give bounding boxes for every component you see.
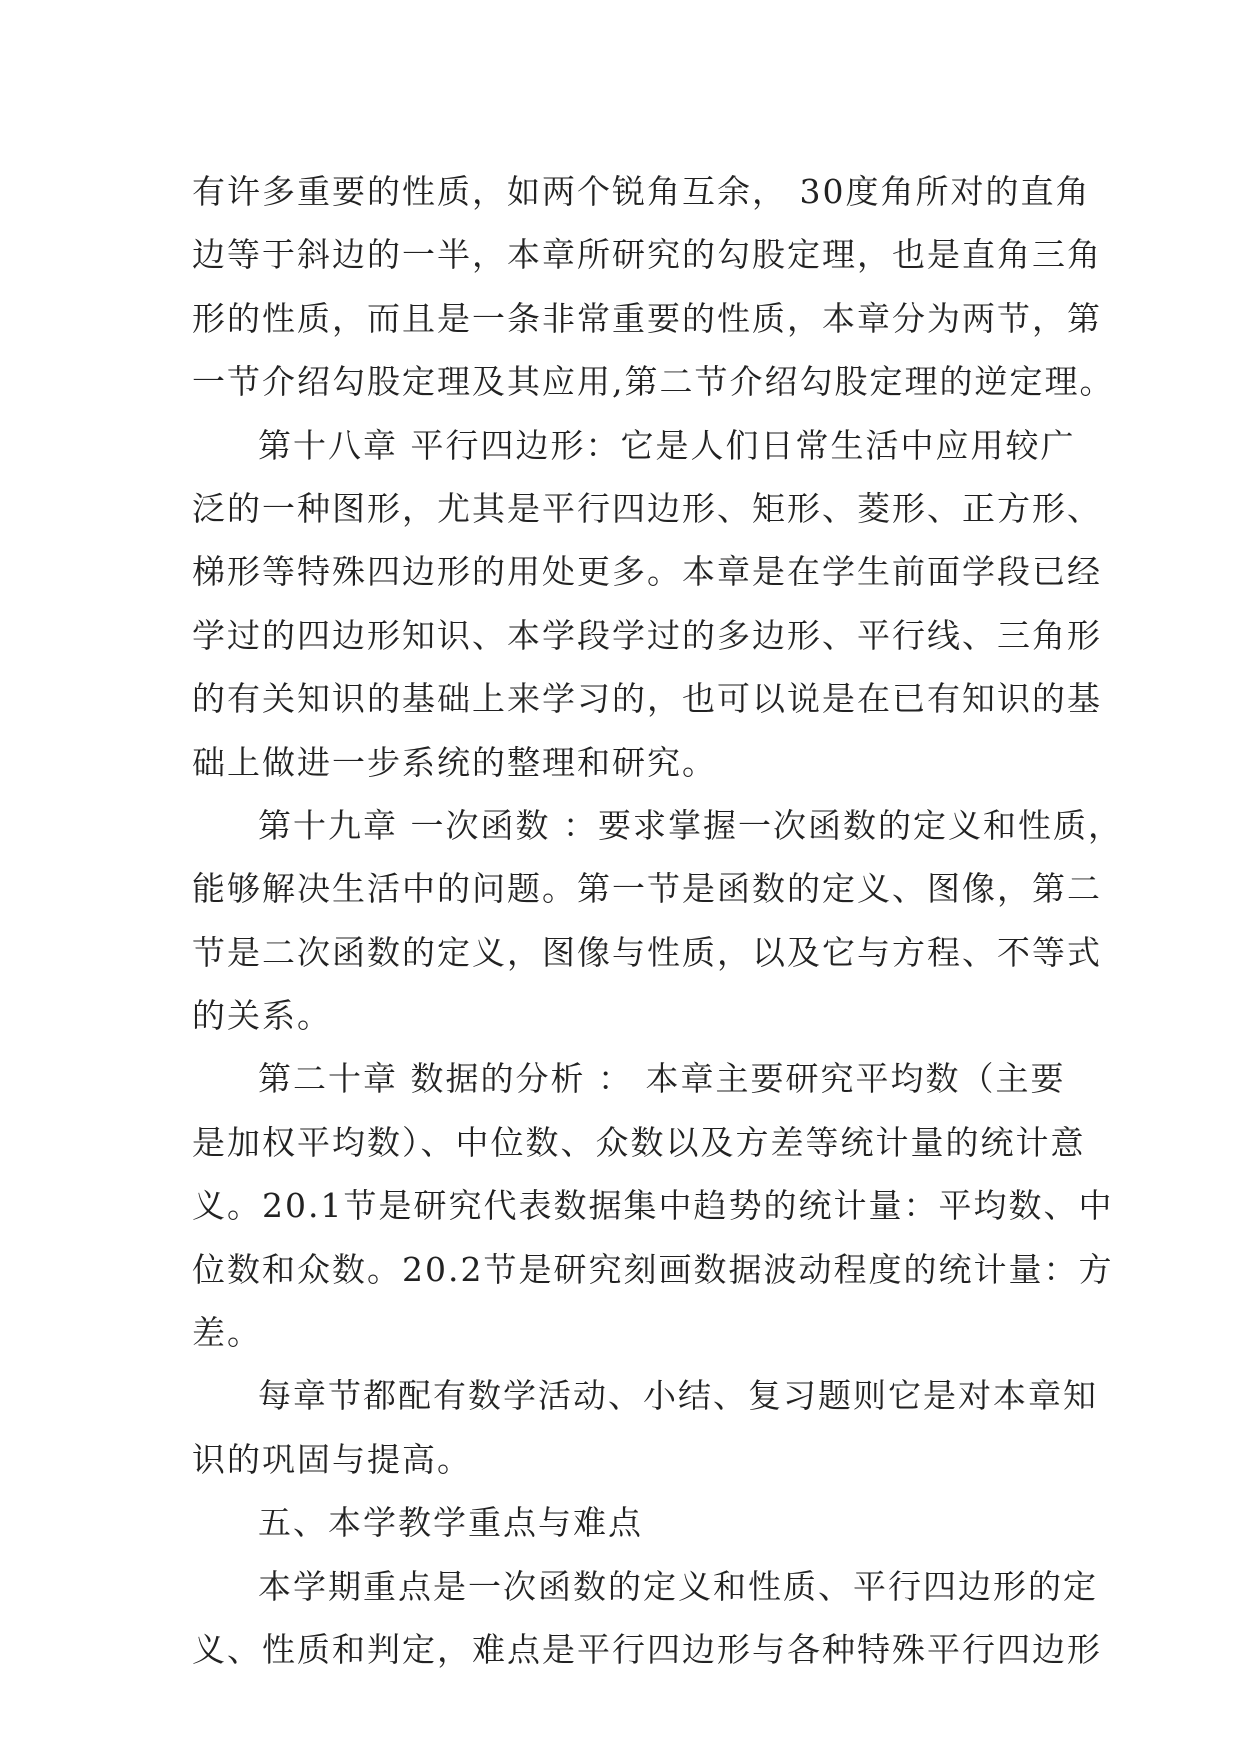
text-line: 能够解决生活中的问题。第一节是函数的定义、图像，第二 — [192, 869, 1102, 909]
text-line: 差。 — [192, 1313, 262, 1353]
text-line: 义。20.1节是研究代表数据集中趋势的统计量：平均数、中 — [192, 1186, 1114, 1226]
text-line: 形的性质，而且是一条非常重要的性质，本章分为两节，第 — [192, 298, 1102, 338]
text-line: 第十九章 一次函数 ：要求掌握一次函数的定义和性质， — [258, 805, 1123, 845]
text-line: 学过的四边形知识、本学段学过的多边形、平行线、三角形 — [192, 615, 1102, 655]
text-line: 的关系。 — [192, 996, 332, 1036]
text-line: 义、性质和判定，难点是平行四边形与各种特殊平行四边形 — [192, 1629, 1102, 1669]
text-line: 边等于斜边的一半，本章所研究的勾股定理，也是直角三角 — [192, 235, 1102, 275]
text-line: 的有关知识的基础上来学习的，也可以说是在已有知识的基 — [192, 679, 1102, 719]
text-line: 第二十章 数据的分析 ： 本章主要研究平均数（主要 — [258, 1059, 1066, 1099]
text-line: 五、本学教学重点与难点 — [258, 1503, 643, 1543]
text-line: 是加权平均数）、中位数、众数以及方差等统计量的统计意 — [192, 1122, 1086, 1162]
text-line: 识的巩固与提高。 — [192, 1439, 472, 1479]
text-line: 第十八章 平行四边形：它是人们日常生活中应用较广 — [258, 425, 1076, 465]
text-line: 节是二次函数的定义，图像与性质，以及它与方程、不等式 — [192, 932, 1102, 972]
text-line: 梯形等特殊四边形的用处更多。本章是在学生前面学段已经 — [192, 552, 1102, 592]
text-line: 一节介绍勾股定理及其应用,第二节介绍勾股定理的逆定理。 — [192, 362, 1115, 402]
text-line: 泛的一种图形，尤其是平行四边形、矩形、菱形、正方形、 — [192, 488, 1102, 528]
text-line: 础上做进一步系统的整理和研究。 — [192, 742, 717, 782]
text-line: 本学期重点是一次函数的定义和性质、平行四边形的定 — [258, 1566, 1098, 1606]
text-line: 有许多重要的性质，如两个锐角互余， 30度角所对的直角 — [192, 172, 1091, 211]
document-body — [192, 160, 1123, 1681]
text-line: 每章节都配有数学活动、小结、复习题则它是对本章知 — [258, 1376, 1098, 1416]
text-line: 位数和众数。20.2节是研究刻画数据波动程度的统计量：方 — [192, 1249, 1114, 1289]
